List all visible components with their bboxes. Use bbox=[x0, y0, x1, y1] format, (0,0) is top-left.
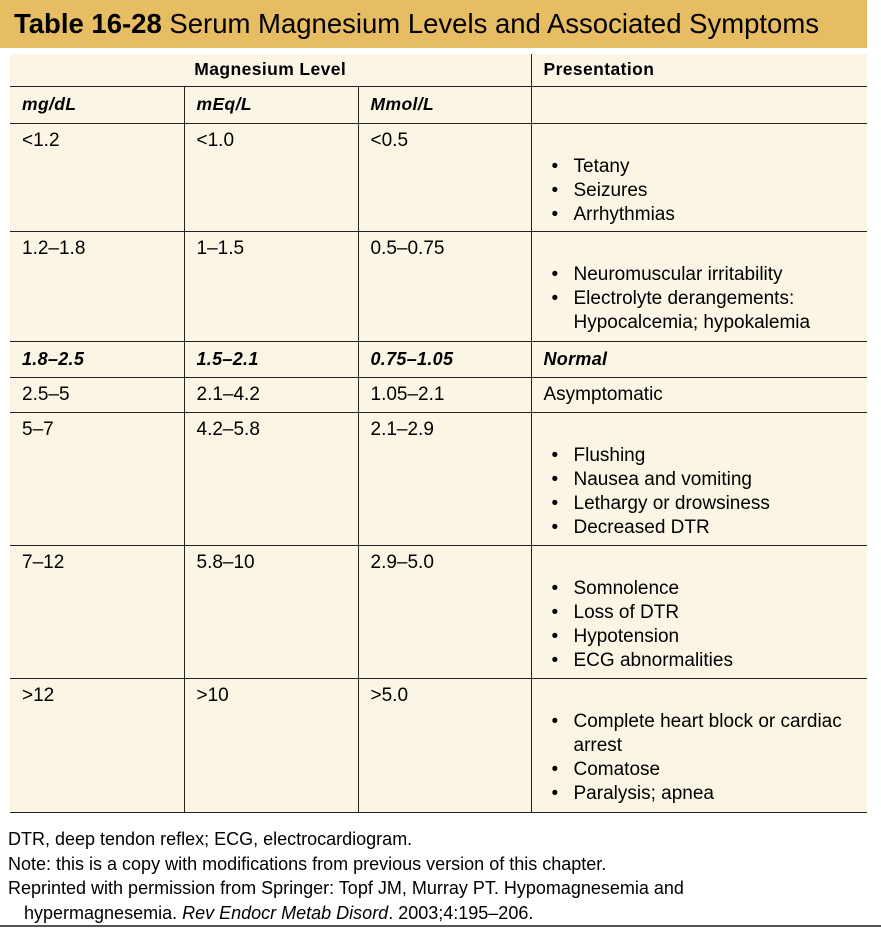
table-title-bar bbox=[0, 0, 867, 48]
cell-mmoll: 0.75–1.05 bbox=[358, 342, 531, 378]
cell-mgdl: <1.2 bbox=[10, 124, 184, 232]
table-title bbox=[14, 7, 819, 41]
cell-meql: 4.2–5.8 bbox=[184, 413, 358, 546]
table-row-normal bbox=[10, 342, 867, 378]
presentation-item: • Lethargy or drowsiness bbox=[544, 492, 868, 516]
presentation-item: • Comatose bbox=[544, 758, 868, 782]
presentation-item: • ECG abnormalities bbox=[544, 649, 868, 673]
table-row bbox=[10, 378, 867, 413]
cell-presentation bbox=[531, 124, 867, 232]
table-row bbox=[10, 413, 867, 546]
cell-presentation: Asymptomatic bbox=[531, 378, 867, 413]
presentation-item: • Neuromuscular irritability bbox=[544, 263, 868, 287]
cell-mgdl: 1.8–2.5 bbox=[10, 342, 184, 378]
cell-meql: <1.0 bbox=[184, 124, 358, 232]
cell-mmoll: 1.05–2.1 bbox=[358, 378, 531, 413]
header-mmoll: Mmol/L bbox=[358, 87, 531, 124]
cell-mmoll: >5.0 bbox=[358, 679, 531, 813]
presentation-item: • Seizures bbox=[544, 179, 868, 203]
header-presentation: Presentation bbox=[531, 54, 867, 87]
cell-mmoll: 2.9–5.0 bbox=[358, 546, 531, 679]
presentation-item: • Arrhythmias bbox=[544, 203, 868, 227]
cell-presentation bbox=[531, 546, 867, 679]
table-footnotes bbox=[8, 827, 878, 925]
citation-journal: Rev Endocr Metab Disord bbox=[182, 902, 389, 923]
header-row-groups bbox=[10, 54, 867, 87]
cell-mgdl: >12 bbox=[10, 679, 184, 813]
table-title-text: Serum Magnesium Levels and Associated Symptoms bbox=[169, 8, 820, 39]
cell-mgdl: 7–12 bbox=[10, 546, 184, 679]
cell-mgdl: 2.5–5 bbox=[10, 378, 184, 413]
presentation-item: • Electrolyte derangements: Hypocalcemia; hypokalemia bbox=[544, 287, 868, 335]
presentation-item: • Flushing bbox=[544, 444, 868, 468]
footnote-note: Note: this is a copy with modifications from previous version of this chapter. bbox=[8, 853, 607, 874]
table-row bbox=[10, 232, 867, 342]
footnote-citation bbox=[8, 901, 878, 926]
cell-mmoll: 0.5–0.75 bbox=[358, 232, 531, 342]
presentation-item: • Complete heart block or cardiac arrest bbox=[544, 710, 868, 758]
cell-meql: 1–1.5 bbox=[184, 232, 358, 342]
bottom-divider bbox=[0, 925, 881, 927]
header-meql: mEq/L bbox=[184, 87, 358, 124]
presentation-item: • Loss of DTR bbox=[544, 601, 868, 625]
footnote-abbreviations: DTR, deep tendon reflex; ECG, electrocardiogram. bbox=[8, 829, 413, 849]
citation-text: hypermagnesemia. bbox=[24, 902, 178, 923]
cell-mmoll: <0.5 bbox=[358, 124, 531, 232]
cell-presentation bbox=[531, 679, 867, 813]
table-number: Table 16-28 bbox=[14, 8, 162, 39]
footnote-reprint: Reprinted with permission from Springer: Topf JM, Murray PT. Hypomagnesemia and bbox=[8, 878, 684, 898]
cell-presentation: Normal bbox=[531, 342, 867, 378]
presentation-item: • Tetany bbox=[544, 155, 868, 179]
header-magnesium-level: Magnesium Level bbox=[10, 54, 531, 87]
cell-presentation bbox=[531, 232, 867, 342]
cell-mmoll: 2.1–2.9 bbox=[358, 413, 531, 546]
cell-presentation bbox=[531, 413, 867, 546]
citation-volume: . 2003;4:195–206. bbox=[388, 902, 534, 923]
presentation-item: • Decreased DTR bbox=[544, 516, 868, 540]
cell-meql: >10 bbox=[184, 679, 358, 813]
table-row bbox=[10, 679, 867, 813]
cell-mgdl: 1.2–1.8 bbox=[10, 232, 184, 342]
magnesium-table bbox=[10, 54, 867, 812]
presentation-item: • Somnolence bbox=[544, 577, 868, 601]
header-blank bbox=[531, 87, 867, 124]
cell-meql: 1.5–2.1 bbox=[184, 342, 358, 378]
header-row-units bbox=[10, 87, 867, 124]
table-row bbox=[10, 124, 867, 232]
cell-meql: 2.1–4.2 bbox=[184, 378, 358, 413]
cell-mgdl: 5–7 bbox=[10, 413, 184, 546]
table-row bbox=[10, 546, 867, 679]
presentation-item: • Nausea and vomiting bbox=[544, 468, 868, 492]
header-mgdl: mg/dL bbox=[10, 87, 184, 124]
presentation-item: • Paralysis; apnea bbox=[544, 782, 868, 806]
cell-meql: 5.8–10 bbox=[184, 546, 358, 679]
presentation-item: • Hypotension bbox=[544, 625, 868, 649]
